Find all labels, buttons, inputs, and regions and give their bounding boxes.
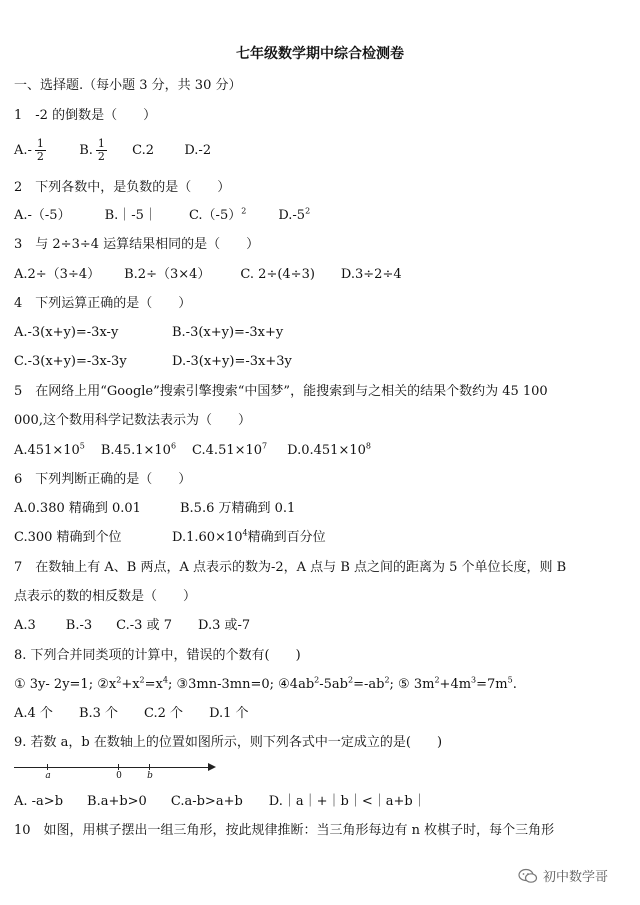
q9-stem: 9. 若数 a，b 在数轴上的位置如图所示，则下列各式中一定成立的是( ) bbox=[14, 735, 443, 750]
label-a: a bbox=[45, 771, 51, 781]
q2-stem: 2 下列各数中，是负数的是（ ） bbox=[14, 180, 231, 195]
tick-a bbox=[47, 764, 48, 770]
tick-zero bbox=[118, 764, 119, 770]
q7-stem-line2: 点表示的数的相反数是（ ） bbox=[14, 589, 197, 604]
tick-b bbox=[149, 764, 150, 770]
q8-option-c: C.2 个 bbox=[144, 706, 184, 721]
q5-stem-line1: 5 在网络上用“Google”搜索引擎搜索“中国梦”，能搜索到与之相关的结果个数约为 45 100 bbox=[14, 384, 548, 399]
q2-option-a: A.-（-5） bbox=[14, 208, 71, 223]
q7-option-a: A.3 bbox=[14, 618, 36, 633]
q2-option-c: $C.(-5)^2$ bbox=[188, 206, 247, 223]
q1-options bbox=[14, 136, 211, 166]
number-line-axis bbox=[14, 767, 210, 768]
wechat-icon bbox=[518, 868, 538, 884]
label-zero: 0 bbox=[116, 771, 122, 781]
number-line-figure bbox=[14, 758, 224, 784]
q5-option-a: $A.451\times 10^5$ bbox=[14, 441, 85, 458]
q6-option-d: $D.1.60\times 10^4$精确到百分位 bbox=[172, 528, 326, 545]
q6-option-b: B.5.6 万精确到 0.1 bbox=[180, 501, 296, 516]
q9-option-d: D.｜a｜+｜b｜<｜a+b｜ bbox=[268, 794, 426, 809]
q4-option-d: D.-3(x+y)=-3x+3y bbox=[172, 354, 292, 369]
q1-stem: 1 -2 的倒数是（ ） bbox=[14, 108, 157, 123]
q3-option-d: D.3÷2÷4 bbox=[340, 267, 402, 282]
q8-items: ① 3y- 2y=1; $②x^2+x^2=x^4$; ③3mn-3mn=0; $④4ab^2-5ab^2=-ab^2$; ⑤ $3m^2+4m^3=7m^5$. bbox=[14, 675, 517, 692]
fraction-one-half: $\frac{1}{2}$ bbox=[97, 137, 105, 163]
q4-stem: 4 下列运算正确的是（ ） bbox=[14, 296, 192, 311]
q9-option-a: A. -a>b bbox=[14, 794, 64, 809]
q9-options bbox=[14, 794, 426, 810]
q1-option-d: D.-2 bbox=[184, 143, 212, 158]
q2-options bbox=[14, 208, 310, 224]
label-b: b bbox=[147, 771, 153, 781]
q4-option-b: B.-3(x+y)=-3x+y bbox=[172, 325, 284, 340]
q9-option-b: B.a+b>0 bbox=[87, 794, 147, 809]
q7-stem-line1: 7 在数轴上有 A、B 两点，A 点表示的数为-2，A 点与 B 点之间的距离为 5 个单位长度，则 B bbox=[14, 560, 567, 575]
q8-option-a: A.4 个 bbox=[14, 706, 53, 721]
q5-option-b: $B.45.1\times 10^6$ bbox=[100, 441, 177, 458]
q1-option-b: B. $\frac{1}{2}$ bbox=[79, 137, 105, 163]
number-line-arrow bbox=[208, 763, 216, 771]
q5-option-d: $D.0.451\times 10^8$ bbox=[287, 441, 371, 458]
q8-options bbox=[14, 706, 249, 722]
q9-option-c: C.a-b>a+b bbox=[170, 794, 243, 809]
q3-option-a: A.2÷（3÷4） bbox=[14, 267, 101, 282]
q2-option-d: $D.-5^2$ bbox=[278, 206, 311, 223]
q8-option-d: D.1 个 bbox=[209, 706, 249, 721]
q2-option-b: B.｜-5｜ bbox=[104, 208, 157, 223]
q7-option-d: D.3 或-7 bbox=[197, 618, 251, 633]
page-title: 七年级数学期中综合检测卷 bbox=[236, 46, 404, 62]
q5-option-c: $C.4.51\times 10^7$ bbox=[192, 441, 268, 458]
q7-option-b: B.-3 bbox=[65, 618, 93, 633]
q3-option-c: C. 2÷(4÷3) bbox=[240, 267, 315, 282]
fraction-one-half: $\frac{1}{2}$ bbox=[36, 137, 44, 163]
q8-option-b: B.3 个 bbox=[78, 706, 119, 721]
q4-option-a: A.-3(x+y)=-3x-y bbox=[14, 325, 119, 340]
q6-option-c: C.300 精确到个位 bbox=[14, 530, 122, 545]
q5-stem-line2: 000,这个数用科学记数法表示为（ ） bbox=[14, 413, 251, 428]
q3-stem: 3 与 2÷3÷4 运算结果相同的是（ ） bbox=[14, 237, 260, 252]
watermark bbox=[518, 866, 608, 885]
q6-option-a: A.0.380 精确到 0.01 bbox=[14, 501, 141, 516]
q7-option-c: C.-3 或 7 bbox=[116, 618, 172, 633]
q6-stem: 6 下列判断正确的是（ ） bbox=[14, 472, 192, 487]
watermark-text: 初中数学哥 bbox=[543, 870, 609, 885]
q7-options bbox=[14, 618, 250, 634]
q3-option-b: B.2÷（3×4） bbox=[124, 267, 211, 282]
section-heading: 一、选择题.（每小题 3 分，共 30 分） bbox=[14, 78, 242, 93]
q10-stem-line1: 10 如图，用棋子摆出一组三角形，按此规律推断：当三角形每边有 n 枚棋子时，每个三角形 bbox=[14, 823, 555, 838]
q1-option-a: A.- $\frac{1}{2}$ bbox=[14, 137, 44, 163]
q1-option-c: C.2 bbox=[132, 143, 155, 158]
q8-stem: 8. 下列合并同类项的计算中，错误的个数有( ) bbox=[14, 648, 301, 663]
q3-options bbox=[14, 267, 402, 283]
q5-options bbox=[14, 443, 371, 459]
q4-option-c: C.-3(x+y)=-3x-3y bbox=[14, 354, 127, 369]
